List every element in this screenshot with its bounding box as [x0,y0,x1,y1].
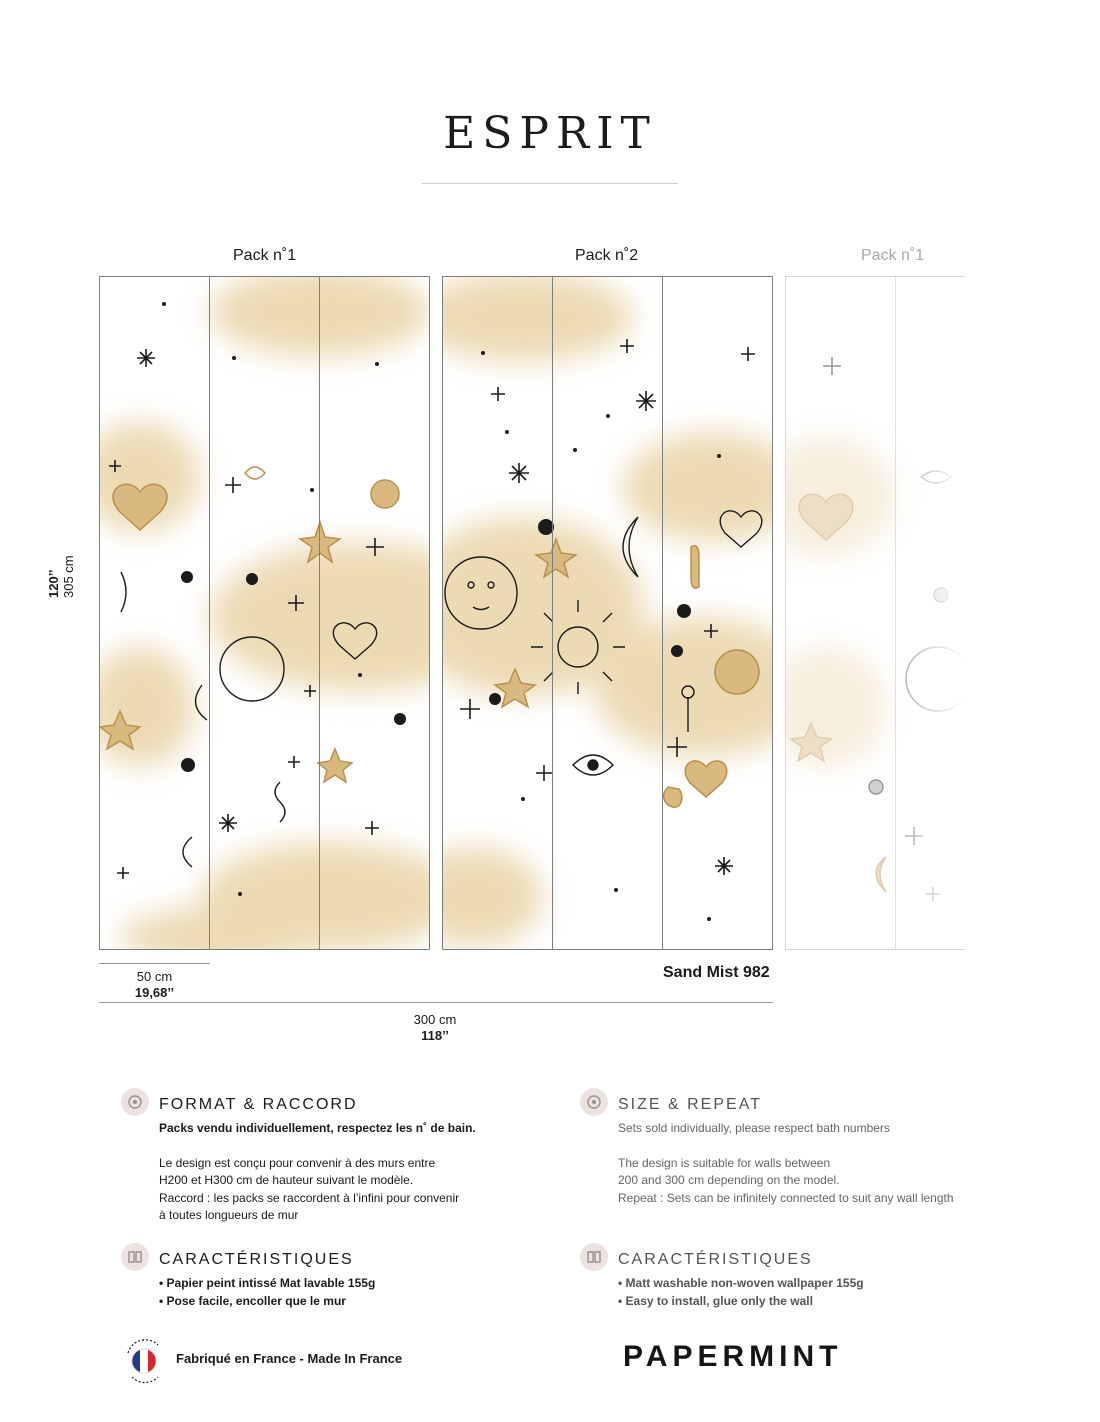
height-dimension [46,555,76,598]
strip-divider [209,277,210,949]
characteristics-fr-section [159,1251,579,1310]
strip-divider [552,277,553,949]
made-in-france-badge [118,1333,170,1385]
strip-width-label [99,969,210,1001]
book-icon [580,1243,608,1271]
characteristics-heading: CARACTÉRISTIQUES [618,1251,813,1268]
measuring-tape-icon [580,1088,608,1116]
pack-2-label: Pack n˚2 [575,247,639,264]
size-line: 200 and 300 cm depending on the model. [618,1173,840,1187]
format-line: Packs vendu individuellement, respectez les n˚ de bain. [159,1121,476,1135]
wallpaper-pattern [100,277,430,950]
characteristics-heading: CARACTÉRISTIQUES [159,1251,354,1268]
size-repeat-section [618,1096,1058,1207]
made-in-france-text: Fabriqué en France - Made In France [176,1351,403,1366]
wallpaper-pack-1 [99,276,430,950]
pack-1-label: Pack n˚1 [233,247,297,264]
characteristic-item: • Papier peint intissé Mat lavable 155g [159,1276,376,1290]
colorway-name: Sand Mist 982 [663,964,770,981]
pack-3-label: Pack n˚1 [861,247,925,264]
strip-width-inches: 19,68’’ [134,985,175,1000]
wallpaper-pattern [443,277,773,950]
wallpaper-pack-2 [442,276,773,950]
strip-width-line [99,963,210,964]
height-cm: 305 cm [61,555,76,598]
format-line: Raccord : les packs se raccordent à l’infini pour convenir [159,1190,460,1205]
height-inches: 120’’ [46,569,61,598]
page-title: ESPRIT [443,108,657,159]
measuring-tape-icon [121,1088,149,1116]
total-width-label [385,1012,485,1044]
format-raccord-section [159,1096,579,1225]
characteristic-item: • Easy to install, glue only the wall [618,1293,813,1308]
strip-divider [662,277,663,949]
characteristic-item: • Pose facile, encoller que le mur [159,1293,346,1308]
format-line: Le design est conçu pour convenir à des murs entre [159,1155,436,1170]
total-width-inches: 118’’ [421,1028,449,1043]
total-width-line [99,1002,773,1003]
title-divider [422,183,678,184]
size-heading: SIZE & REPEAT [618,1096,762,1113]
wallpaper-pack-3-preview [785,276,965,950]
total-width-cm: 300 cm [413,1012,457,1027]
fade-overlay [885,277,965,949]
format-line: à toutes longueurs de mur [159,1208,299,1222]
size-line: The design is suitable for walls between [618,1155,831,1170]
strip-divider [319,277,320,949]
book-icon [121,1243,149,1271]
strip-width-cm: 50 cm [136,969,173,984]
format-line: H200 et H300 cm de hauteur suivant le modèle. [159,1173,414,1187]
format-heading: FORMAT & RACCORD [159,1096,358,1113]
size-line: Sets sold individually, please respect bath numbers [618,1121,890,1135]
brand-logo: PAPERMINT [623,1340,843,1373]
characteristics-en-section [618,1251,1038,1310]
size-line: Repeat : Sets can be infinitely connected to suit any wall length [618,1190,954,1205]
characteristic-item: • Matt washable non-woven wallpaper 155g [618,1276,864,1290]
